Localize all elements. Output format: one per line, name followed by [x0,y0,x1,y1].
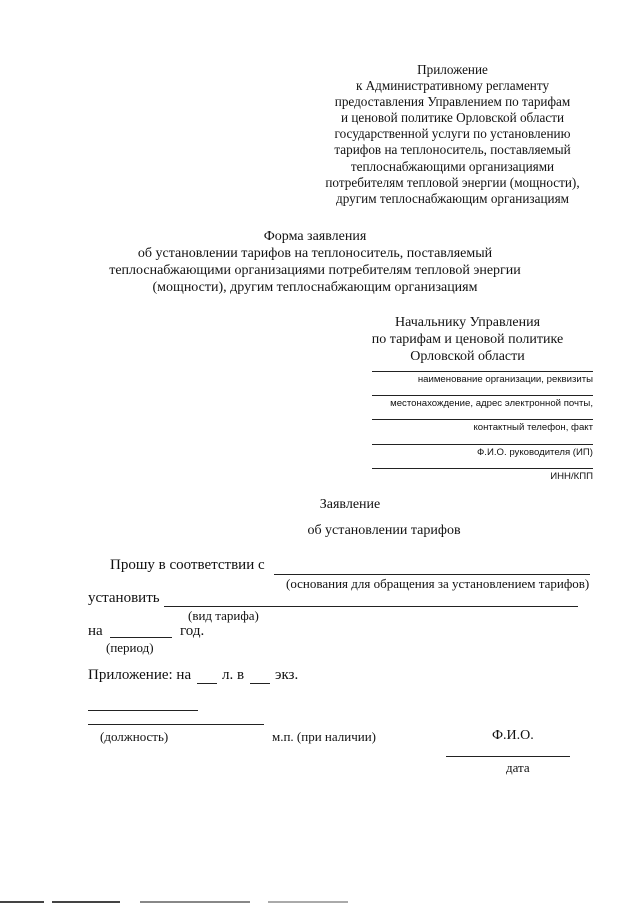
form-title-line: (мощности), другим теплоснабжающим организациям [152,280,478,295]
position-hint: (должность) [100,729,169,744]
form-title-line: теплоснабжающими организациями потребителям тепловой энергии [109,263,521,278]
application-title: Заявление [319,497,381,512]
date-field[interactable] [446,756,570,757]
bottom-rule [52,901,120,903]
addressee-line: по тарифам и ценовой политике [371,332,564,347]
form-title [80,228,550,296]
annex-line: тарифов на теплоноситель, поставляемый [334,142,571,158]
annex-line: предоставления Управлением по тарифам [334,94,571,110]
addressee-line: Орловской области [410,349,525,364]
position-field[interactable] [88,724,264,725]
date-hint: дата [506,760,530,775]
annex-line: Приложение [417,62,488,77]
establish-label: установить [88,590,160,606]
inn-kpp-field[interactable] [372,468,593,469]
annex-line: теплоснабжающими организациями [350,158,555,174]
copies-count-field[interactable] [250,683,270,684]
director-name-hint: Ф.И.О. руководителя (ИП) [477,447,593,458]
annex-line: и ценовой политике Орловской области [340,110,565,126]
bottom-rule [268,901,348,903]
location-email-field[interactable] [372,395,593,396]
bottom-rule [140,901,250,903]
tariff-type-field[interactable] [164,606,578,607]
attachment-prefix: Приложение: на [88,667,192,683]
organization-name-field[interactable] [372,371,593,372]
annex-line: государственной услуги по установлению [334,126,571,142]
copies-label: экз. [275,667,299,683]
bottom-rule [0,901,44,903]
request-prefix: Прошу в соответствии с [110,557,265,573]
organization-name-hint: наименование организации, реквизиты [417,374,593,385]
location-email-hint: местонахождение, адрес электронной почты, [390,398,593,409]
tariff-type-hint: (вид тарифа) [188,608,259,623]
inn-kpp-hint: ИНН/КПП [550,471,593,482]
stamp-hint: м.п. (при наличии) [272,729,376,744]
form-title-line: Форма заявления [263,229,367,244]
addressee-block [345,314,590,365]
annex-line: другим теплоснабжающим организациям [336,190,569,206]
period-hint: (период) [106,640,154,655]
signature-field[interactable] [88,710,198,711]
basis-field[interactable] [274,574,590,575]
on-label: на [88,623,103,639]
basis-hint: (основания для обращения за установлением тарифов) [286,576,590,591]
form-title-line: об установлении тарифов на теплоноситель, поставляемый [137,246,493,261]
application-subtitle: об установлении тарифов [307,523,461,538]
annex-header [300,62,605,207]
director-name-field[interactable] [372,444,593,445]
phone-fact-field[interactable] [372,419,593,420]
annex-line: к Административному регламенту [355,78,550,94]
period-field[interactable] [110,637,172,638]
year-label: год. [180,623,205,639]
sheets-label: л. в [222,667,245,683]
addressee-line: Начальнику Управления [394,315,541,330]
annex-line: потребителям тепловой энергии (мощности), [325,174,580,190]
phone-fact-hint: контактный телефон, факт [473,422,593,433]
sheets-count-field[interactable] [197,683,217,684]
full-name-hint: Ф.И.О. [492,728,534,743]
